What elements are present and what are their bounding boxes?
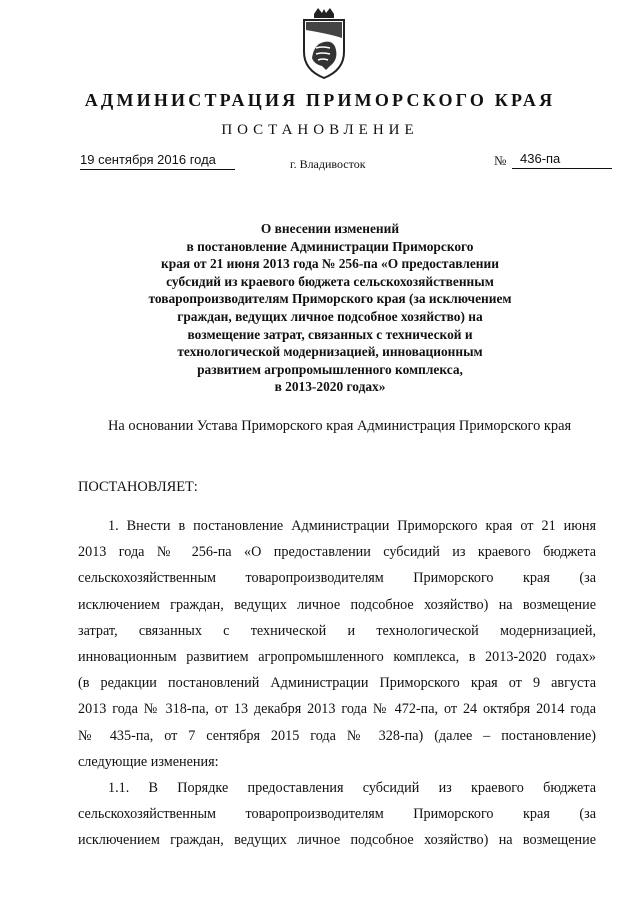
paragraph-line: следующие изменения: (78, 753, 219, 770)
title-line: О внесении изменений (260, 221, 400, 236)
paragraph-line: исключением граждан, ведущих личное подсобное хозяйство) на возмещение (78, 832, 596, 849)
document-number-label: № (494, 153, 507, 168)
title-line: субсидий из краевого бюджета сельскохозяйственным (166, 273, 494, 289)
paragraph-line: 2013 года № 256-па «О предоставлении субсидий из краевого бюджета (78, 544, 596, 561)
paragraph-1 (78, 513, 596, 775)
organization-title: АДМИНИСТРАЦИЯ ПРИМОРСКОГО КРАЯ (84, 90, 556, 110)
resolve-heading: ПОСТАНОВЛЯЕТ: (78, 479, 198, 495)
paragraph-line: 1.1. В Порядке предоставления субсидий из краевого бюджета (108, 780, 596, 796)
paragraph-2 (78, 775, 596, 854)
title-line: возмещение затрат, связанных с технической и (187, 326, 473, 342)
title-line: товаропроизводителям Приморского края (за исключением (148, 291, 512, 307)
document-city: г. Владивосток (290, 157, 366, 171)
title-line: граждан, ведущих личное подсобное хозяйство) на (177, 308, 483, 324)
title-line: края от 21 июня 2013 года № 256-па «О предоставлении (161, 256, 499, 272)
title-line: в 2013-2020 годах» (274, 379, 386, 395)
paragraph-line: сельскохозяйственным товаропроизводителям Приморского края (за (78, 570, 596, 587)
title-line: в постановление Администрации Приморского (186, 238, 474, 254)
document-title (110, 220, 550, 396)
coat-of-arms-icon (300, 8, 348, 80)
document-type: ПОСТАНОВЛЕНИЕ (221, 122, 419, 138)
paragraph-line: № 435-па, от 7 сентября 2015 года № 328-па) (далее – постановление) (78, 727, 596, 744)
title-line: технологической модернизацией, инновационным (177, 344, 483, 360)
paragraph-line: исключением граждан, ведущих личное подсобное хозяйство) на возмещение (78, 596, 596, 613)
paragraph-line: (в редакции постановлений Администрации Приморского края от 9 августа (78, 675, 596, 692)
paragraph-line: сельскохозяйственным товаропроизводителям Приморского края (за (78, 806, 596, 823)
document-date: 19 сентября 2016 года (80, 152, 235, 170)
basis-statement: На основании Устава Приморского края Администрация Приморского края (108, 418, 572, 434)
paragraph-line: 1. Внести в постановление Администрации Приморского края от 21 июня (108, 518, 596, 534)
paragraph-line: 2013 года № 318-па, от 13 декабря 2013 года № 472-па, от 24 октября 2014 года (78, 701, 596, 718)
paragraph-line: затрат, связанных с технической и технологической модернизацией, (78, 622, 596, 639)
title-line: развитием агропромышленного комплекса, (197, 361, 463, 377)
paragraph-line: инновационным развитием агропромышленного комплекса, в 2013-2020 годах» (78, 648, 596, 665)
document-number: 436-па (512, 151, 612, 169)
